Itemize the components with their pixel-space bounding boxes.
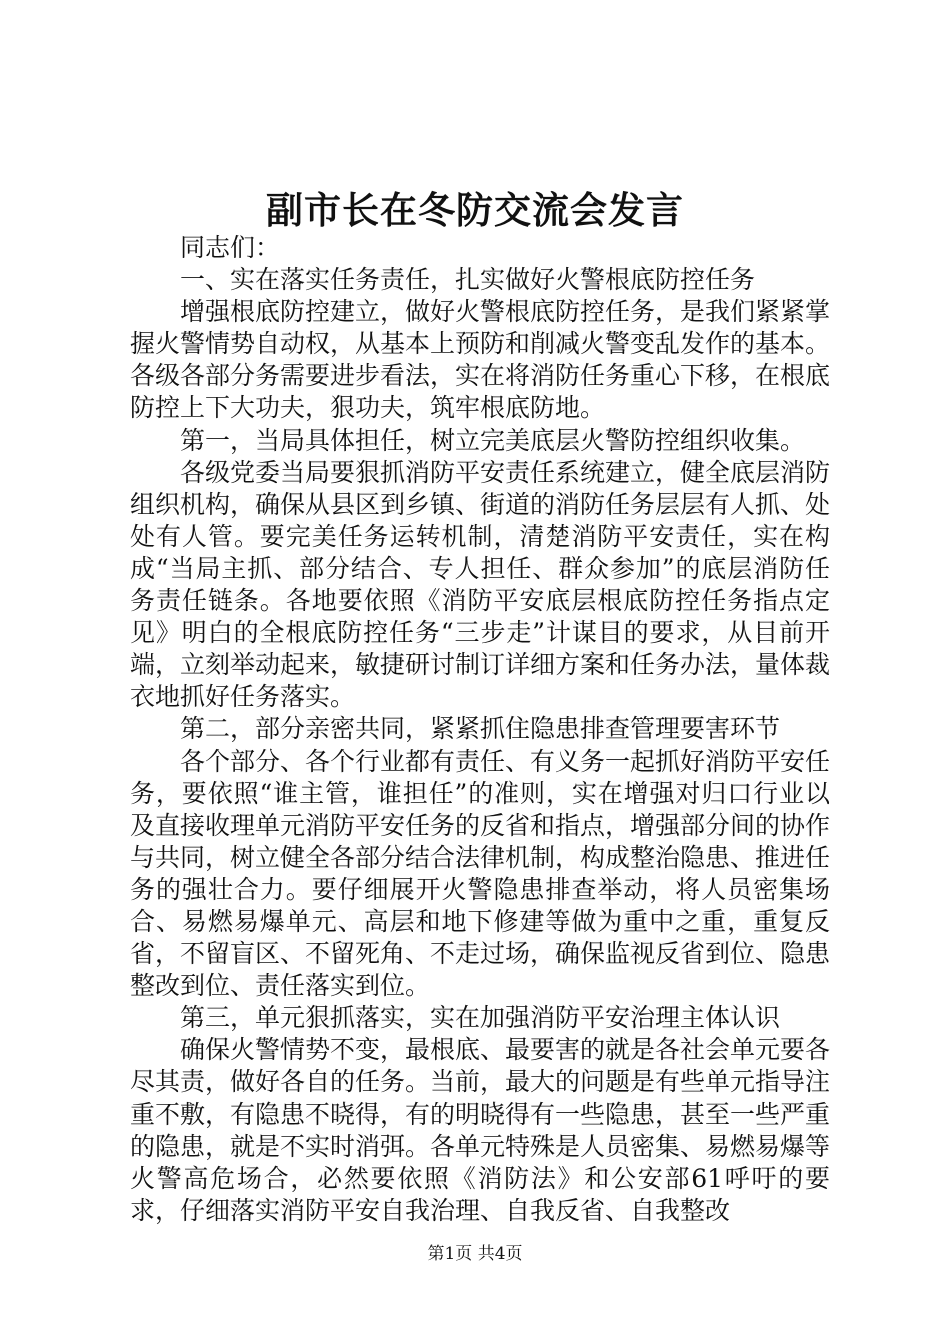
page-title: 副市长在冬防交流会发言 <box>266 188 684 232</box>
paragraph-salutation: 同志们： <box>180 233 281 262</box>
paragraph-heading-1: 一、实在落实任务责任，扎实做好火警根底防控任务 <box>180 265 756 295</box>
paragraph-subheading-third: 第三，单元狠抓落实，实在加强消防平安治理主体认识 <box>180 1003 781 1033</box>
paragraph: 各级党委当局要狠抓消防平安责任系统建立，健全底层消防组织机构，确保从县区到乡镇、街道的消防任务层层有人抓、处处有人管。要完美任务运转机制，清楚消防平安责任，实在构成“当局主抓、部分结合、专人担任、群众参加”的底层消防任务责任链条。各地要依照《消防平安底层根底防控任务指点定见》明白的全根底防控任务“三步走”计谋目的要求，从目前开端，立刻举动起来，敏捷研讨制订详细方案和任务办法，量体裁衣地抓好任务落实。 <box>130 457 831 712</box>
paragraph-subheading-second: 第二，部分亲密共同，紧紧抓住隐患排查管理要害环节 <box>180 714 781 744</box>
document-body <box>130 232 830 1227</box>
paragraph: 增强根底防控建立，做好火警根底防控任务，是我们紧紧掌握火警情势自动权，从基本上预防和削减火警变乱发作的基本。各级各部分务需要进步看法，实在将消防任务重心下移，在根底防控上下大功夫，狠功夫，筑牢根底防地。 <box>130 297 831 423</box>
page-number-footer: 第1页 共4页 <box>427 1244 523 1264</box>
paragraph-subheading-first: 第一，当局具体担任，树立完美底层火警防控组织收集。 <box>180 425 806 455</box>
paragraph: 各个部分、各个行业都有责任、有义务一起抓好消防平安任务，要依照“谁主管，谁担任”的准则，实在增强对归口行业以及直接收理单元消防平安任务的反省和指点，增强部分间的协作与共同，树立健全各部分结合法律机制，构成整治隐患、推进任务的强壮合力。要仔细展开火警隐患排查举动，将人员密集场合、易燃易爆单元、高层和地下修建等做为重中之重，重复反省，不留盲区、不留死角、不走过场，确保监视反省到位、隐患整改到位、责任落实到位。 <box>130 746 831 1001</box>
paragraph: 确保火警情势不变，最根底、最要害的就是各社会单元要各尽其责，做好各自的任务。当前，最大的问题是有些单元指导注重不敷，有隐患不晓得，有的明晓得有一些隐患，甚至一些严重的隐患，就是不实时消弭。各单元特殊是人员密集、易燃易爆等火警高危场合，必然要依照《消防法》和公安部61呼吁的要求，仔细落实消防平安自我治理、自我反省、自我整改 <box>130 1035 831 1225</box>
